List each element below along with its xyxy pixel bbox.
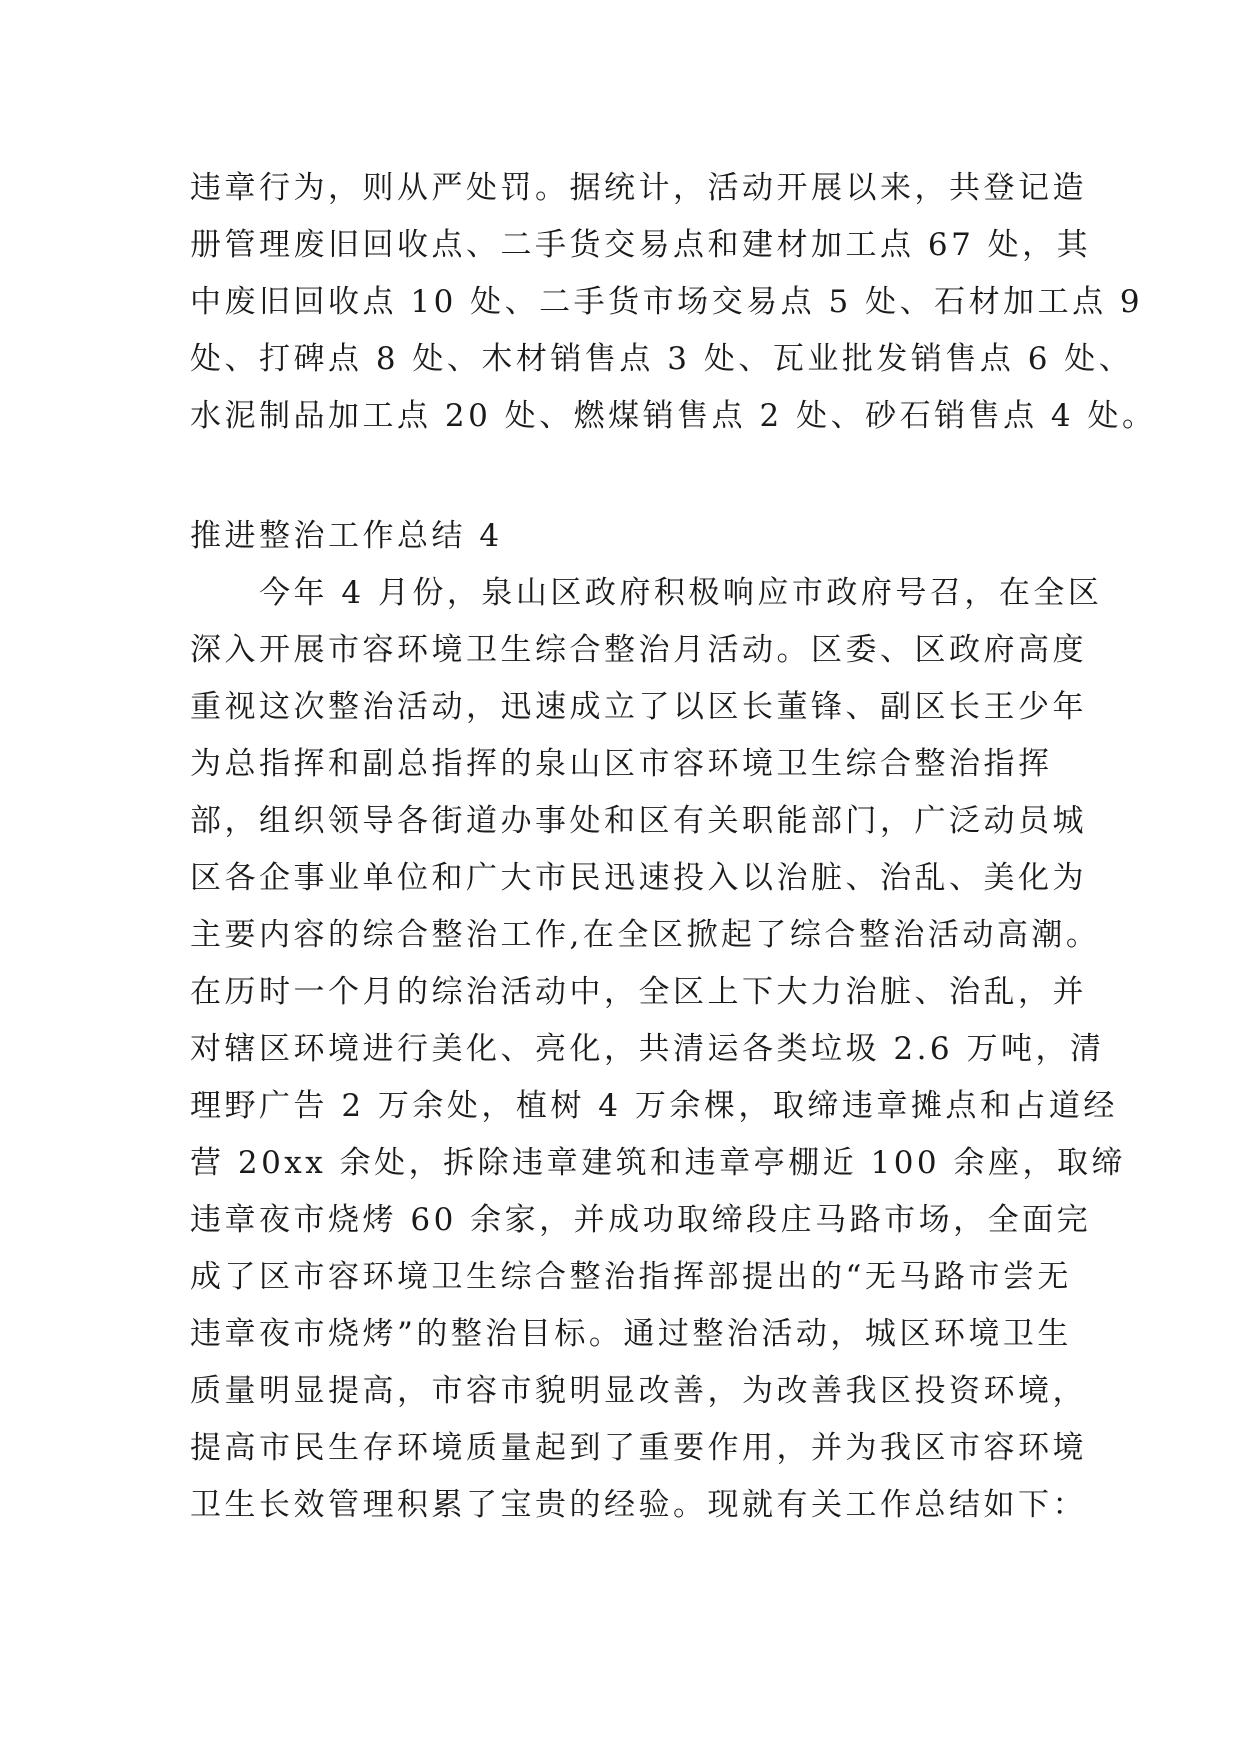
text-line: 深入开展市容环境卫生综合整治月活动。区委、区政府高度 xyxy=(190,632,1087,668)
text-line: 违章夜市烧烤”的整治目标。通过整治活动，城区环境卫生 xyxy=(190,1316,1072,1352)
text-line: 部，组织领导各街道办事处和区有关职能部门，广泛动员城 xyxy=(190,803,1087,839)
text-line: 对辖区环境进行美化、亮化，共清运各类垃圾 2.6 万吨，清 xyxy=(190,1031,1105,1067)
text-line: 今年 4 月份，泉山区政府积极响应市政府号召，在全区 xyxy=(190,575,1103,611)
paragraph-continued xyxy=(190,160,1157,445)
paragraph-body xyxy=(190,565,1126,1534)
text-line: 重视这次整治活动，迅速成立了以区长董锋、副区长王少年 xyxy=(190,689,1087,725)
text-line: 成了区市容环境卫生综合整治指挥部提出的“无马路市尝无 xyxy=(190,1259,1072,1295)
text-line: 理野广告 2 万余处，植树 4 万余棵，取缔违章摊点和占道经 xyxy=(190,1088,1118,1124)
text-line: 水泥制品加工点 20 处、燃煤销售点 2 处、砂石销售点 4 处。 xyxy=(190,398,1157,434)
text-line: 营 20xx 余处，拆除违章建筑和违章亭棚近 100 余座，取缔 xyxy=(190,1145,1126,1181)
text-line: 质量明显提高，市容市貌明显改善，为改善我区投资环境， xyxy=(190,1373,1087,1409)
text-line: 中废旧回收点 10 处、二手货市场交易点 5 处、石材加工点 9 xyxy=(190,284,1144,320)
text-line: 区各企事业单位和广大市民迅速投入以治脏、治乱、美化为 xyxy=(190,860,1087,896)
section-heading-text: 推进整治工作总结 4 xyxy=(190,518,503,554)
text-line: 册管理废旧回收点、二手货交易点和建材加工点 67 处，其 xyxy=(190,227,1092,263)
text-line: 违章行为，则从严处罚。据统计，活动开展以来，共登记造 xyxy=(190,170,1087,206)
text-line: 提高市民生存环境质量起到了重要作用，并为我区市容环境 xyxy=(190,1430,1087,1466)
text-line: 为总指挥和副总指挥的泉山区市容环境卫生综合整治指挥 xyxy=(190,746,1053,782)
text-line: 在历时一个月的综治活动中，全区上下大力治脏、治乱，并 xyxy=(190,974,1087,1010)
text-line: 卫生长效管理积累了宝贵的经验。现就有关工作总结如下： xyxy=(190,1487,1087,1523)
text-line: 主要内容的综合整治工作,在全区掀起了综合整治活动高潮。 xyxy=(190,917,1101,953)
section-heading xyxy=(190,508,1060,565)
text-line: 处、打碑点 8 处、木材销售点 3 处、瓦业批发销售点 6 处、 xyxy=(190,341,1134,377)
text-line: 违章夜市烧烤 60 余家，并成功取缔段庄马路市场，全面完 xyxy=(190,1202,1092,1238)
